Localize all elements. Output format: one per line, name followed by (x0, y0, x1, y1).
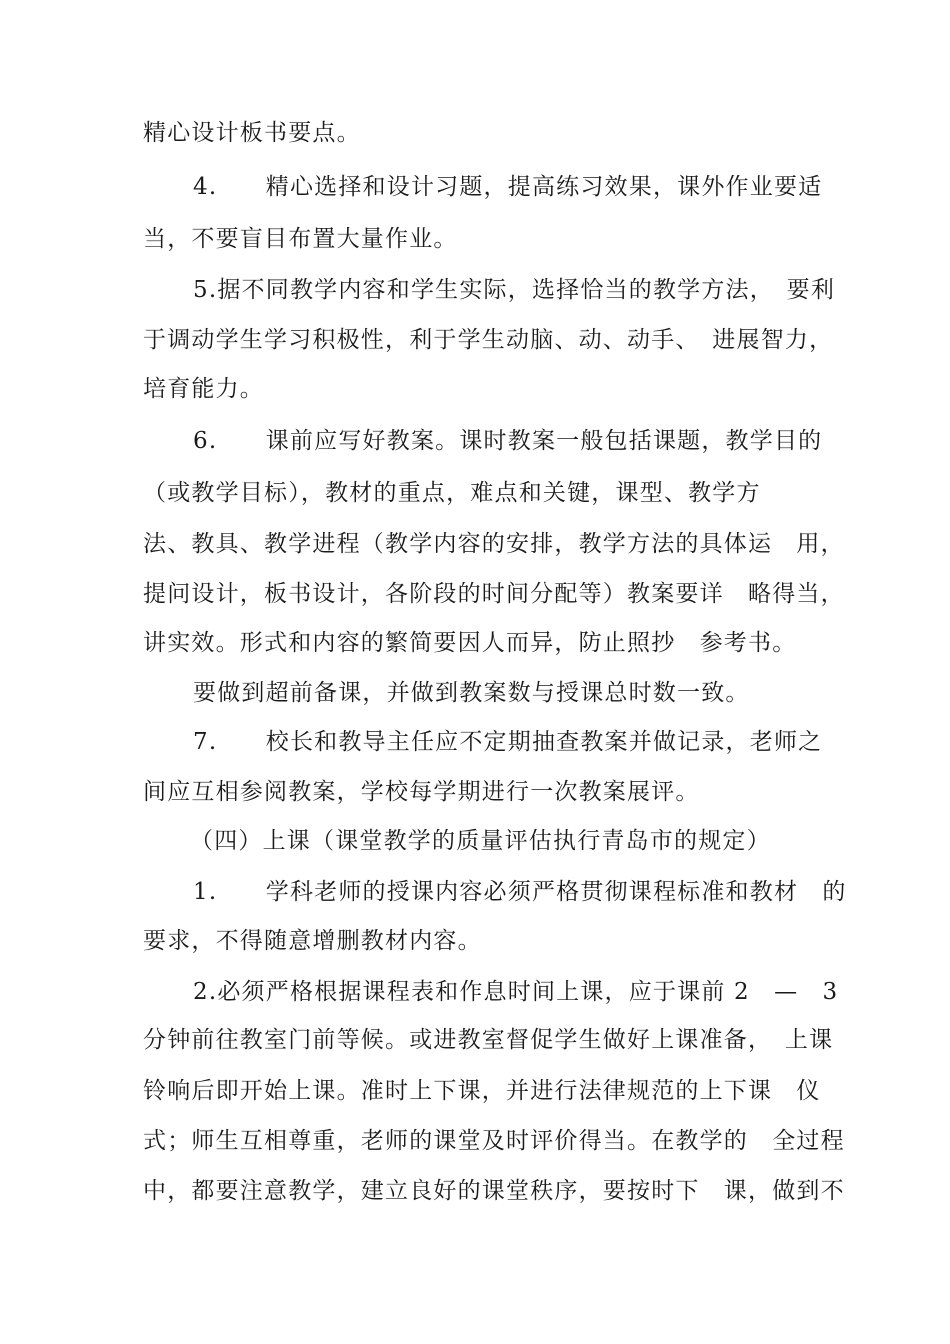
text-line: 7. 校长和教导主任应不定期抽查教案并做记录，老师之 (193, 729, 823, 755)
text-line: 要做到超前备课，并做到教案数与授课总时数一致。 (193, 680, 750, 706)
text-line: 讲实效。形式和内容的繁简要因人而异，防止照抄 参考书。 (143, 630, 797, 656)
text-line: 6. 课前应写好教案。课时教案一般包括课题，教学目的 (193, 428, 823, 454)
text-line: 当，不要盲目布置大量作业。 (143, 226, 458, 252)
text-line: 法、教具、教学进程（教学内容的安排，教学方法的具体运 用， (143, 531, 845, 557)
text-line: 5.据不同教学内容和学生实际，选择恰当的教学方法， 要利 (193, 277, 836, 303)
text-line: 铃响后即开始上课。准时上下课，并进行法律规范的上下课 仪 (143, 1078, 821, 1104)
text-line: （或教学目标），教材的重点，难点和关键，课型、教学方 (143, 480, 761, 506)
text-line: 精心设计板书要点。 (143, 120, 361, 146)
text-line: 分钟前往教室门前等候。或进教室督促学生做好上课准备， 上课 (143, 1027, 834, 1053)
text-line: 中，都要注意教学，建立良好的课堂秩序，要按时下 课，做到不 (143, 1178, 845, 1204)
text-line: 于调动学生学习积极性，利于学生动脑、动、动手、 进展智力， (143, 327, 834, 353)
text-line: 培育能力。 (143, 376, 264, 402)
text-line: 4. 精心选择和设计习题，提高练习效果，课外作业要适 (193, 174, 823, 200)
text-line: 提问设计，板书设计，各阶段的时间分配等）教案要详 略得当， (143, 581, 845, 607)
text-line: 2.必须严格根据课程表和作息时间上课，应于课前 2 — 3 (193, 979, 839, 1005)
section-heading: （四）上课（课堂教学的质量评估执行青岛市的规定） (190, 828, 771, 854)
text-line: 要求，不得随意增删教材内容。 (143, 928, 482, 954)
text-line: 间应互相参阅教案，学校每学期进行一次教案展评。 (143, 779, 700, 805)
text-line: 式；师生互相尊重，老师的课堂及时评价得当。在教学的 全过程 (143, 1128, 845, 1154)
text-line: 1. 学科老师的授课内容必须严格贯彻课程标准和教材 的 (193, 879, 847, 905)
